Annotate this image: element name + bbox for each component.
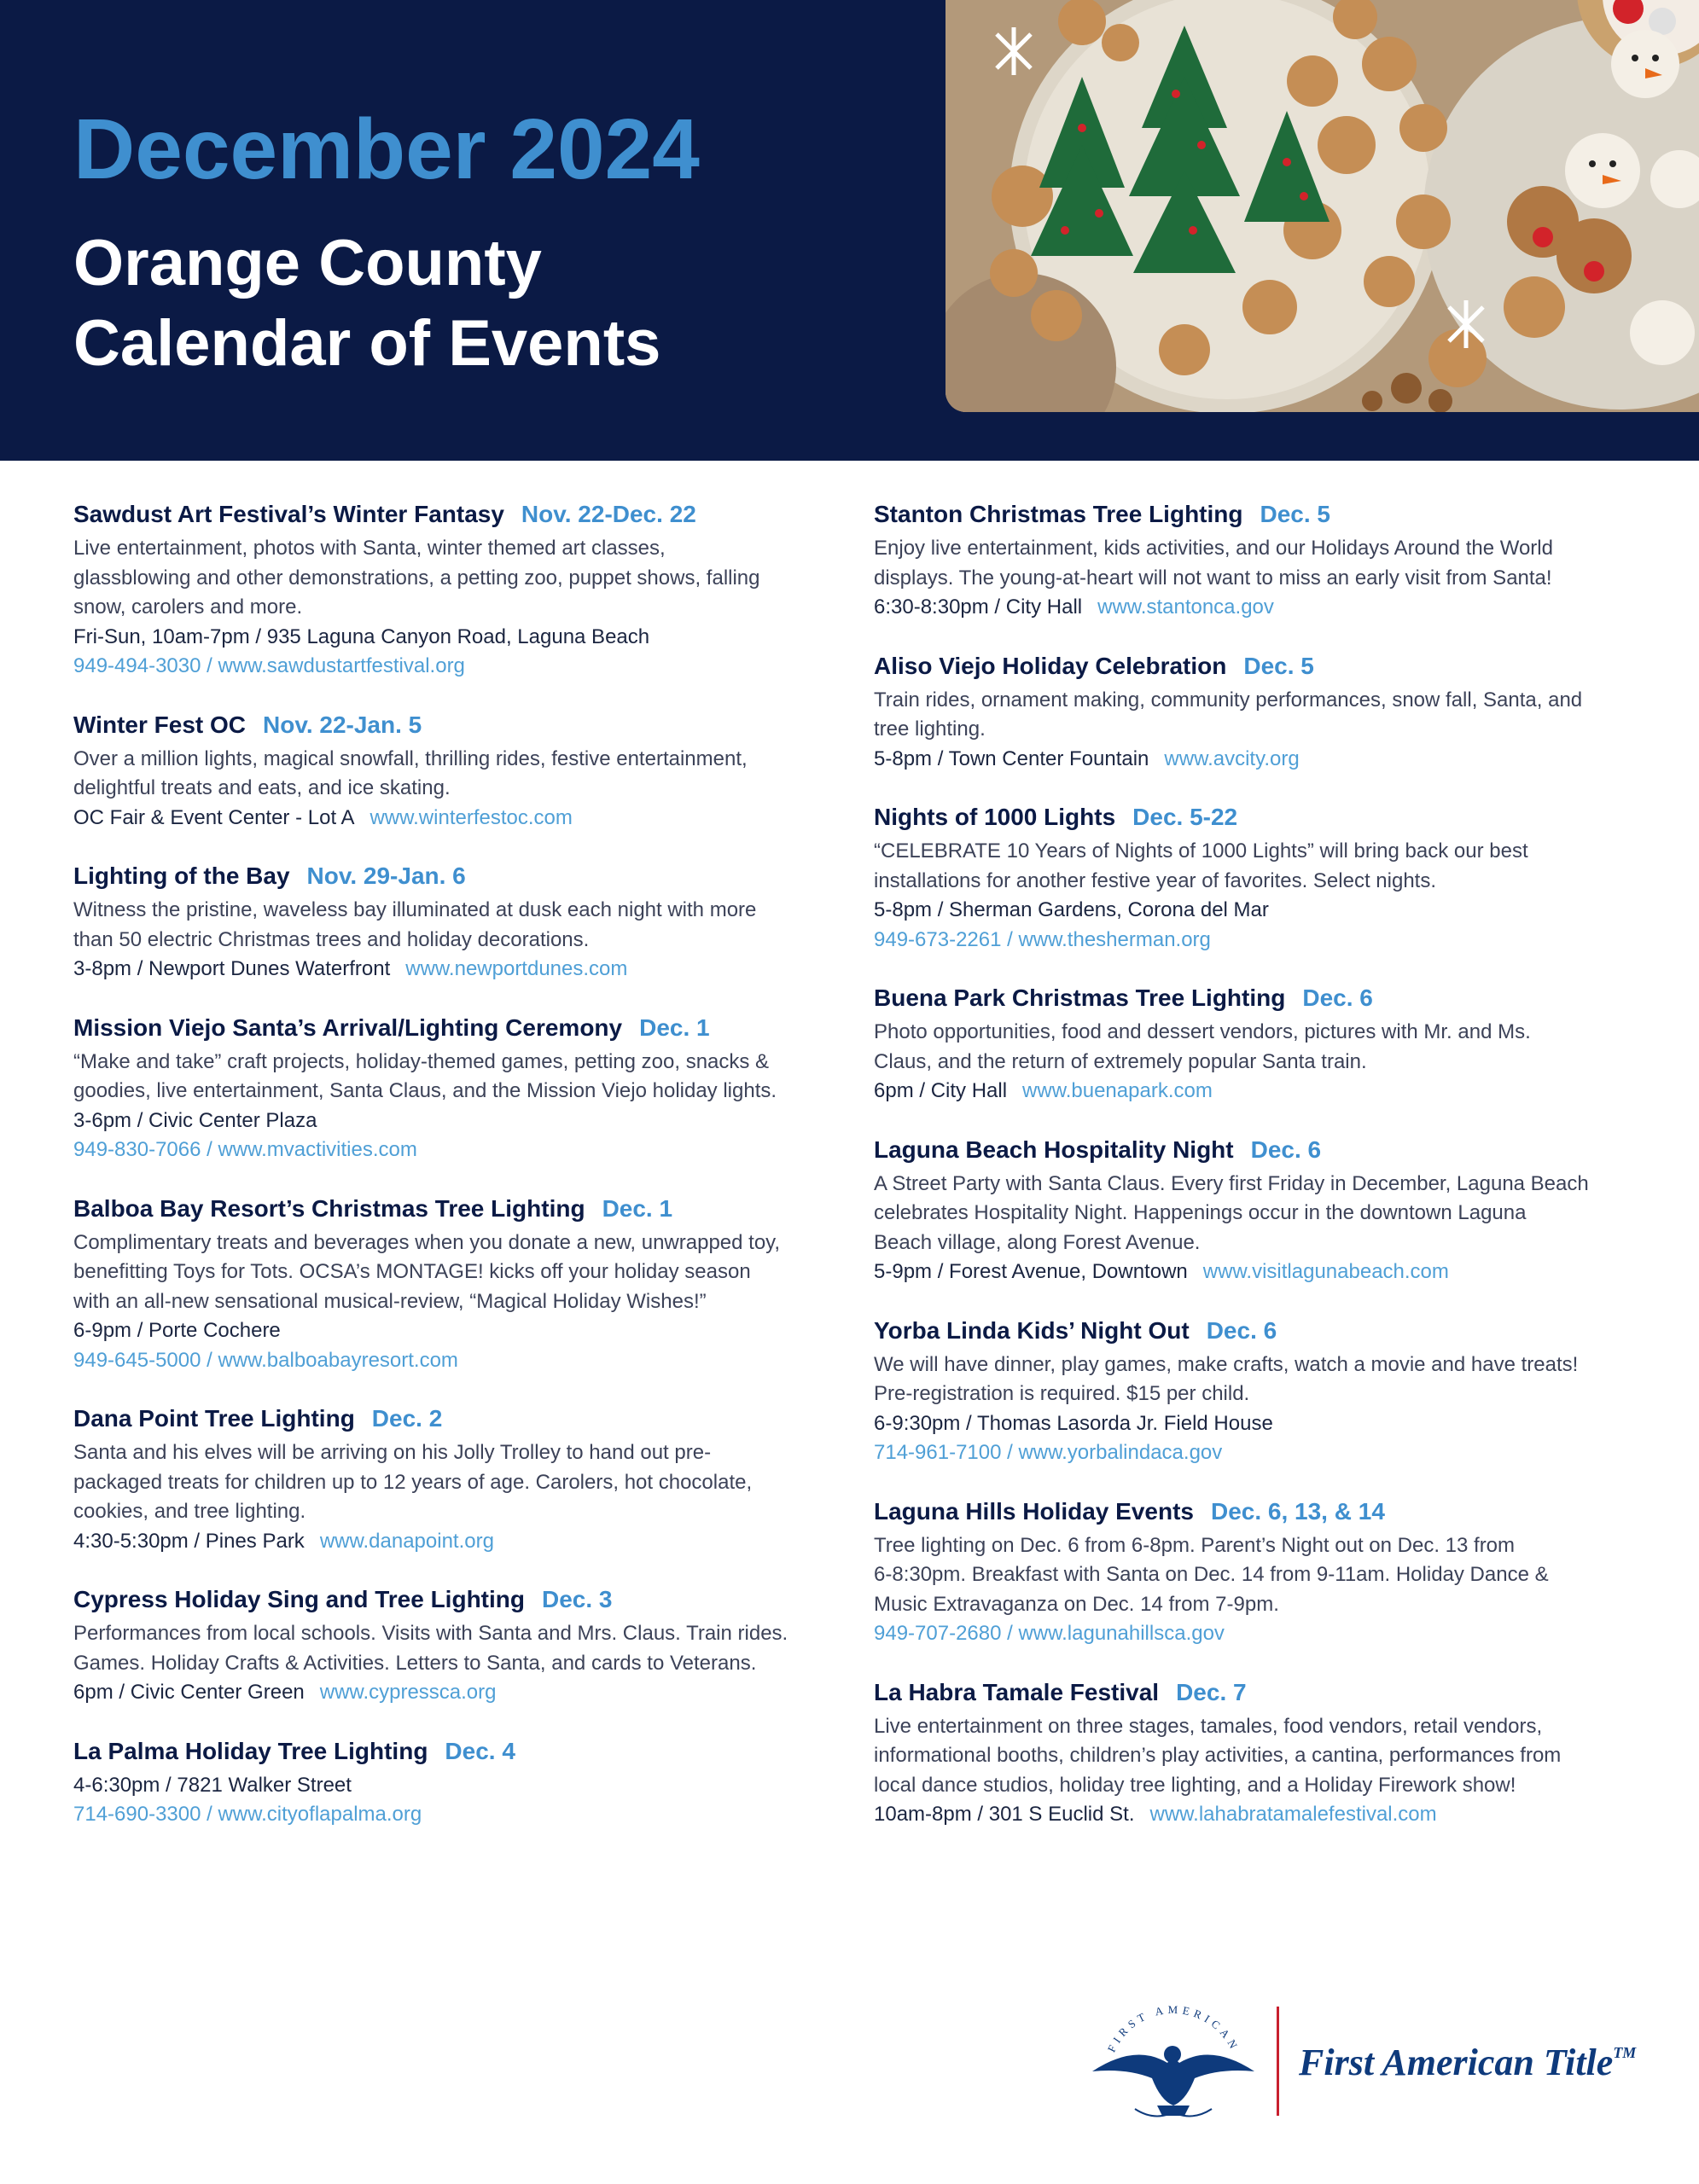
event-description-line: Train rides, ornament making, community performances, snow fall, Santa, and (874, 688, 1583, 712)
event-date: Nov. 22-Jan. 5 (263, 711, 422, 738)
event-title: Dana Point Tree Lighting (73, 1405, 355, 1432)
event-description-line: Photo opportunities, food and dessert vendors, pictures with Mr. and Ms. (874, 1020, 1531, 1043)
event-time-location-text: 3-8pm / Newport Dunes Waterfront (73, 957, 391, 980)
event-website-link[interactable]: www.lahabratamalefestival.com (1149, 1803, 1437, 1826)
event-title: Stanton Christmas Tree Lighting (874, 501, 1243, 527)
event-description-line: Witness the pristine, waveless bay illuminated at dusk each night with more (73, 898, 757, 921)
event-description-line: A Street Party with Santa Claus. Every first Friday in December, Laguna Beach (874, 1171, 1589, 1195)
event-date: Dec. 5 (1260, 501, 1330, 527)
event-title: Laguna Hills Holiday Events (874, 1497, 1194, 1525)
event-title: La Habra Tamale Festival (874, 1678, 1160, 1705)
event-time-location-text: OC Fair & Event Center - Lot A (73, 805, 355, 829)
event-item (874, 499, 1642, 623)
event-heading (874, 1135, 1642, 1170)
event-time-location-text: 5-8pm / Sherman Gardens, Corona del Mar (874, 898, 1269, 921)
event-title: Balboa Bay Resort’s Christmas Tree Lighting (73, 1194, 585, 1222)
event-item (73, 1584, 841, 1708)
event-heading (73, 861, 841, 896)
event-title: La Palma Holiday Tree Lighting (73, 1737, 428, 1764)
event-contact-link[interactable]: 949-830-7066 / www.mvactivities.com (73, 1138, 417, 1161)
event-item (73, 1194, 841, 1376)
event-contact-link[interactable]: 949-673-2261 / www.thesherman.org (874, 927, 1211, 951)
event-date: Dec. 2 (371, 1405, 443, 1432)
event-time-location (73, 1771, 841, 1801)
event-description-line: glassblowing and other demonstrations, a petting zoo, puppet shows, falling (73, 566, 760, 590)
event-heading (874, 651, 1642, 686)
event-item (73, 1013, 841, 1165)
event-time-location (874, 896, 1642, 926)
event-date: Dec. 5-22 (1132, 804, 1238, 830)
event-heading (73, 1013, 841, 1048)
event-time-location (874, 593, 1642, 623)
event-item (874, 802, 1642, 955)
event-description-line: Pre-registration is required. $15 per child. (874, 1382, 1250, 1405)
event-description-line: cookies, and tree lighting. (73, 1500, 306, 1523)
event-website-link[interactable]: www.cypressca.org (319, 1681, 497, 1704)
brand-name (1299, 2041, 1636, 2084)
event-description-line: than 50 electric Christmas trees and holiday decorations. (73, 927, 590, 951)
event-description-line: We will have dinner, play games, make crafts, watch a movie and have treats! (874, 1352, 1579, 1376)
event-description-line: Music Extravaganza on Dec. 14 from 7-9pm. (874, 1592, 1279, 1616)
event-date: Dec. 5 (1243, 652, 1314, 679)
event-item (73, 499, 841, 682)
event-date: Dec. 3 (541, 1586, 613, 1612)
event-time-location (73, 1527, 841, 1557)
month-title: December 2024 (73, 102, 700, 197)
left-event-column (73, 499, 841, 1858)
event-title: Mission Viejo Santa’s Arrival/Lighting Ceremony (73, 1014, 623, 1041)
event-heading (73, 1736, 841, 1771)
eagle-seal-icon (1084, 1996, 1263, 2124)
event-description-line: Enjoy live entertainment, kids activities, and our Holidays Around the World (874, 537, 1553, 560)
event-website-link[interactable]: www.stantonca.gov (1097, 595, 1274, 619)
event-time-location (874, 1077, 1642, 1107)
event-contact-link[interactable]: 714-961-7100 / www.yorbalindaca.gov (874, 1441, 1223, 1464)
first-american-title-logo (1084, 1996, 1637, 2124)
event-date: Dec. 1 (602, 1194, 673, 1222)
event-description-line: installations for another festive year of favorites. Select nights. (874, 868, 1437, 892)
event-heading (73, 499, 841, 534)
event-description-line: Performances from local schools. Visits with Santa and Mrs. Claus. Train rides. (73, 1622, 788, 1645)
event-contact-link[interactable]: 949-707-2680 / www.lagunahillsca.gov (874, 1622, 1225, 1645)
event-time-location-text: 4-6:30pm / 7821 Walker Street (73, 1773, 352, 1797)
event-description-line: celebrates Hospitality Night. Happenings occur in the downtown Laguna (874, 1201, 1527, 1224)
event-heading (874, 499, 1642, 534)
event-description-line: informational booths, children’s play activities, a cantina, performances from (874, 1744, 1562, 1767)
subtitle-line-2: Calendar of Events (73, 307, 661, 380)
event-description-line: Games. Holiday Crafts & Activities. Letters to Santa, and cards to Veterans. (73, 1651, 757, 1675)
event-item (874, 1316, 1642, 1468)
event-time-location (73, 623, 841, 653)
event-heading (874, 1496, 1642, 1531)
event-description-line: Beach village, along Forest Avenue. (874, 1230, 1201, 1254)
event-description-line: displays. The young-at-heart will not want to miss an early visit from Santa! (874, 566, 1552, 590)
event-title: Yorba Linda Kids’ Night Out (874, 1316, 1190, 1344)
cookies-illustration (946, 0, 1699, 412)
christmas-cookies-photo (946, 0, 1699, 412)
event-time-location (73, 955, 841, 985)
event-website-link[interactable]: www.winterfestoc.com (369, 805, 573, 829)
event-time-location-text: 6pm / City Hall (874, 1079, 1008, 1102)
event-description-line: Tree lighting on Dec. 6 from 6-8pm. Parent’s Night out on Dec. 13 from (874, 1533, 1516, 1557)
event-item (874, 1677, 1642, 1830)
event-heading (874, 1316, 1642, 1350)
event-time-location (874, 1409, 1642, 1439)
event-date: Dec. 4 (445, 1737, 515, 1764)
event-date: Dec. 1 (639, 1014, 710, 1041)
event-item (874, 1496, 1642, 1649)
event-title: Aliso Viejo Holiday Celebration (874, 652, 1227, 679)
event-item (73, 1736, 841, 1830)
event-time-location-text: 10am-8pm / 301 S Euclid St. (874, 1803, 1135, 1826)
event-item (73, 1403, 841, 1556)
event-title: Lighting of the Bay (73, 863, 290, 889)
event-time-location-text: 6pm / Civic Center Green (73, 1681, 305, 1704)
event-description-line: “CELEBRATE 10 Years of Nights of 1000 Lights” will bring back our best (874, 839, 1528, 863)
event-heading (73, 1584, 841, 1619)
event-heading (73, 710, 841, 745)
brand-name-text: First American Title (1299, 2042, 1614, 2083)
event-description-line: benefitting Toys for Tots. OCSA’s MONTAGE! kicks off your holiday season (73, 1260, 751, 1283)
event-date: Dec. 7 (1176, 1678, 1247, 1705)
event-title: Sawdust Art Festival’s Winter Fantasy (73, 501, 504, 527)
event-heading (874, 983, 1642, 1018)
event-description-line: Live entertainment, photos with Santa, winter themed art classes, (73, 537, 666, 560)
event-title: Laguna Beach Hospitality Night (874, 1136, 1234, 1163)
event-time-location (874, 1258, 1642, 1287)
event-description-line: “Make and take” craft projects, holiday-themed games, petting zoo, snacks & (73, 1049, 770, 1073)
event-heading (73, 1403, 841, 1438)
event-description-line: Santa and his elves will be arriving on his Jolly Trolley to hand out pre- (73, 1441, 712, 1464)
subtitle-line-1: Orange County (73, 227, 542, 299)
event-date: Nov. 22-Dec. 22 (521, 501, 696, 527)
event-date: Nov. 29-Jan. 6 (306, 863, 466, 889)
event-date: Dec. 6 (1206, 1316, 1277, 1344)
event-description-line: Live entertainment on three stages, tamales, food vendors, retail vendors, (874, 1714, 1543, 1738)
event-item (73, 710, 841, 834)
event-time-location-text: 4:30-5:30pm / Pines Park (73, 1529, 305, 1553)
event-date: Dec. 6, 13, & 14 (1210, 1497, 1385, 1525)
event-description-line: 6-8:30pm. Breakfast with Santa on Dec. 14 from 9-11am. Holiday Dance & (874, 1563, 1549, 1586)
event-date: Dec. 6 (1250, 1136, 1322, 1163)
event-website-link[interactable]: www.visitlagunabeach.com (1202, 1260, 1449, 1283)
event-heading (73, 1194, 841, 1228)
event-item (874, 651, 1642, 775)
event-time-location (73, 1678, 841, 1708)
event-time-location-text: Fri-Sun, 10am-7pm / 935 Laguna Canyon Road, Laguna Beach (73, 624, 650, 648)
event-time-location (874, 745, 1642, 775)
event-website-link[interactable]: www.newportdunes.com (405, 957, 628, 980)
event-time-location-text: 5-8pm / Town Center Fountain (874, 746, 1149, 770)
event-description-line: local dance studios, holiday tree lighting, and a Holiday Firework show! (874, 1773, 1516, 1797)
event-description-line: with an all-new sensational musical-review, “Magical Holiday Wishes!” (73, 1289, 707, 1313)
event-description-line: delightful treats and eats, and ice skating. (73, 776, 451, 799)
event-time-location (73, 804, 841, 834)
event-description-line: Claus, and the return of extremely popular Santa train. (874, 1049, 1367, 1073)
event-title: Nights of 1000 Lights (874, 804, 1116, 830)
event-description-line: snow, carolers and more. (73, 595, 303, 619)
event-description-line: tree lighting. (874, 717, 986, 741)
event-title: Cypress Holiday Sing and Tree Lighting (73, 1586, 525, 1612)
event-time-location (874, 1800, 1642, 1830)
event-time-location (73, 1107, 841, 1136)
event-time-location-text: 3-6pm / Civic Center Plaza (73, 1108, 317, 1132)
event-contact-link[interactable]: 949-494-3030 / www.sawdustartfestival.org (73, 654, 465, 677)
event-time-location-text: 6-9pm / Porte Cochere (73, 1319, 281, 1342)
event-date: Dec. 6 (1302, 985, 1373, 1011)
event-description-line: Complimentary treats and beverages when you donate a new, unwrapped toy, (73, 1230, 781, 1254)
event-item (874, 1135, 1642, 1287)
event-contact-link[interactable]: 949-645-5000 / www.balboabayresort.com (73, 1348, 458, 1372)
event-time-location (73, 1316, 841, 1346)
event-title: Winter Fest OC (73, 711, 246, 738)
event-website-link[interactable]: www.danapoint.org (319, 1529, 494, 1553)
event-description-line: packaged treats for children up to 12 years of age. Carolers, hot chocolate, (73, 1470, 753, 1494)
trademark-mark: TM (1613, 2044, 1637, 2061)
event-title: Buena Park Christmas Tree Lighting (874, 985, 1286, 1011)
event-time-location-text: 6-9:30pm / Thomas Lasorda Jr. Field House (874, 1411, 1273, 1435)
header-banner (0, 0, 1699, 461)
event-item (73, 861, 841, 985)
event-website-link[interactable]: www.buenapark.com (1022, 1079, 1213, 1102)
seal-text: FIRST AMERICAN (1104, 2002, 1242, 2054)
right-event-column (874, 499, 1642, 1858)
event-heading (874, 802, 1642, 837)
event-heading (874, 1677, 1642, 1712)
event-time-location-text: 5-9pm / Forest Avenue, Downtown (874, 1260, 1188, 1283)
event-item (874, 983, 1642, 1107)
event-description-line: goodies, live entertainment, Santa Claus, and the Mission Viejo holiday lights. (73, 1079, 777, 1102)
page-subtitle (73, 224, 660, 384)
event-contact-link[interactable]: 714-690-3300 / www.cityoflapalma.org (73, 1803, 422, 1826)
event-description-line: Over a million lights, magical snowfall, thrilling rides, festive entertainment, (73, 746, 748, 770)
logo-divider (1277, 2007, 1279, 2116)
event-website-link[interactable]: www.avcity.org (1164, 746, 1300, 770)
event-time-location-text: 6:30-8:30pm / City Hall (874, 595, 1083, 619)
